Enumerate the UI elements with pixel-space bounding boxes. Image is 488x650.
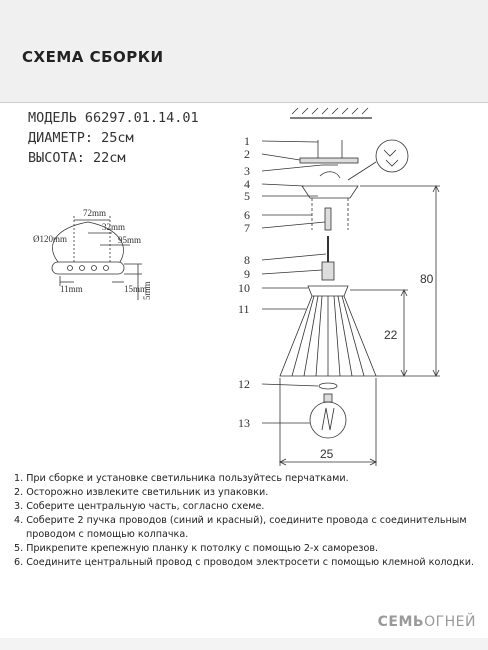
height-label: ВЫСОТА: 22см — [28, 150, 126, 166]
zoom-leader — [348, 162, 376, 180]
leader-4 — [262, 184, 304, 186]
dim-15: 15mm — [124, 284, 148, 294]
shade-cage — [280, 286, 376, 376]
bulb-base — [324, 394, 332, 402]
dim-120: Ø120mm — [33, 234, 68, 244]
part-label-5: 5 — [244, 189, 250, 203]
bracket-hole-3 — [92, 266, 97, 271]
part-label-12: 12 — [238, 377, 250, 391]
instruction-5: 5. Прикрепите крепежную планку к потолку с помощью 2-х саморезов. — [14, 543, 379, 554]
instruction-4-cont: проводом с помощью колпачка. — [26, 529, 189, 540]
hatch-6 — [342, 108, 348, 114]
dim-5: 5mm — [142, 281, 152, 300]
dim-shade-height: 22 — [384, 328, 398, 342]
brand-logo — [378, 614, 476, 630]
dim-72: 72mm — [83, 208, 107, 218]
instruction-2: 2. Осторожно извлеките светильник из упаковки. — [14, 487, 269, 498]
hatch-2 — [302, 108, 308, 114]
lamp-holder — [322, 262, 334, 280]
instruction-4: 4. Соберите 2 пучка проводов (синий и красный), соедините провода с соединительным — [14, 515, 467, 526]
dim-11: 11mm — [60, 284, 83, 294]
dim-32: 32mm — [102, 222, 126, 232]
leader-9 — [262, 270, 322, 274]
instruction-1: 1. При сборке и установке светильника пользуйтесь перчатками. — [14, 473, 349, 484]
hatch-4 — [322, 108, 328, 114]
part-leaders — [262, 141, 326, 423]
leader-2 — [262, 154, 300, 160]
brand-light: ОГНЕЙ — [424, 614, 476, 630]
bracket-hole-1 — [68, 266, 73, 271]
assembly-diagram — [0, 100, 488, 472]
dim-95: 95mm — [118, 235, 142, 245]
cage-bar-5 — [334, 296, 340, 376]
bracket-plate — [52, 262, 124, 274]
instruction-3: 3. Соберите центральную часть, согласно схеме. — [14, 501, 265, 512]
cage-bar-3 — [316, 296, 322, 376]
leader-7 — [262, 222, 325, 228]
center-stem — [325, 208, 331, 230]
bracket-hole-4 — [104, 266, 109, 271]
shade-top-ring — [308, 286, 348, 296]
dim-shade-width: 25 — [320, 447, 334, 461]
hatch-8 — [362, 108, 368, 114]
wire-connector-zoom — [376, 140, 408, 172]
part-label-1: 1 — [244, 134, 250, 148]
leader-1 — [262, 141, 318, 142]
mounting-bar — [300, 158, 358, 163]
footer-bar — [0, 638, 488, 650]
part-label-6: 6 — [244, 208, 250, 222]
model-label: МОДЕЛЬ 66297.01.14.01 — [28, 110, 199, 126]
ceiling-hatch — [290, 108, 372, 118]
part-label-4: 4 — [244, 177, 250, 191]
part-label-13: 13 — [238, 416, 250, 430]
page-title: СХЕМА СБОРКИ — [22, 48, 164, 66]
wire-caps — [384, 150, 398, 166]
brand-bold: СЕМЬ — [377, 614, 425, 630]
part-label-7: 7 — [244, 221, 250, 235]
part-label-2: 2 — [244, 147, 250, 161]
part-label-9: 9 — [244, 267, 250, 281]
part-label-10: 10 — [238, 281, 250, 295]
header-band — [0, 0, 488, 103]
hatch-1 — [292, 108, 298, 114]
instruction-6: 6. Соедините центральный провод с проводом электросети с помощью клемной колодки. — [14, 557, 475, 568]
leader-8 — [262, 254, 326, 260]
bulb-filament — [322, 408, 334, 430]
bracket-hole-2 — [80, 266, 85, 271]
bulb-ring — [319, 383, 337, 389]
dim-total-height: 80 — [420, 272, 434, 286]
instruction-list — [14, 472, 484, 570]
part-label-11: 11 — [238, 302, 250, 316]
hatch-3 — [312, 108, 318, 114]
leader-12 — [262, 384, 318, 386]
leader-3 — [262, 165, 322, 171]
part-label-3: 3 — [244, 164, 250, 178]
diameter-label: ДИАМЕТР: 25см — [28, 130, 134, 146]
part-label-8: 8 — [244, 253, 250, 267]
hatch-5 — [332, 108, 338, 114]
hatch-7 — [352, 108, 358, 114]
overall-dimensions — [280, 186, 440, 466]
wire-loop — [320, 172, 340, 178]
